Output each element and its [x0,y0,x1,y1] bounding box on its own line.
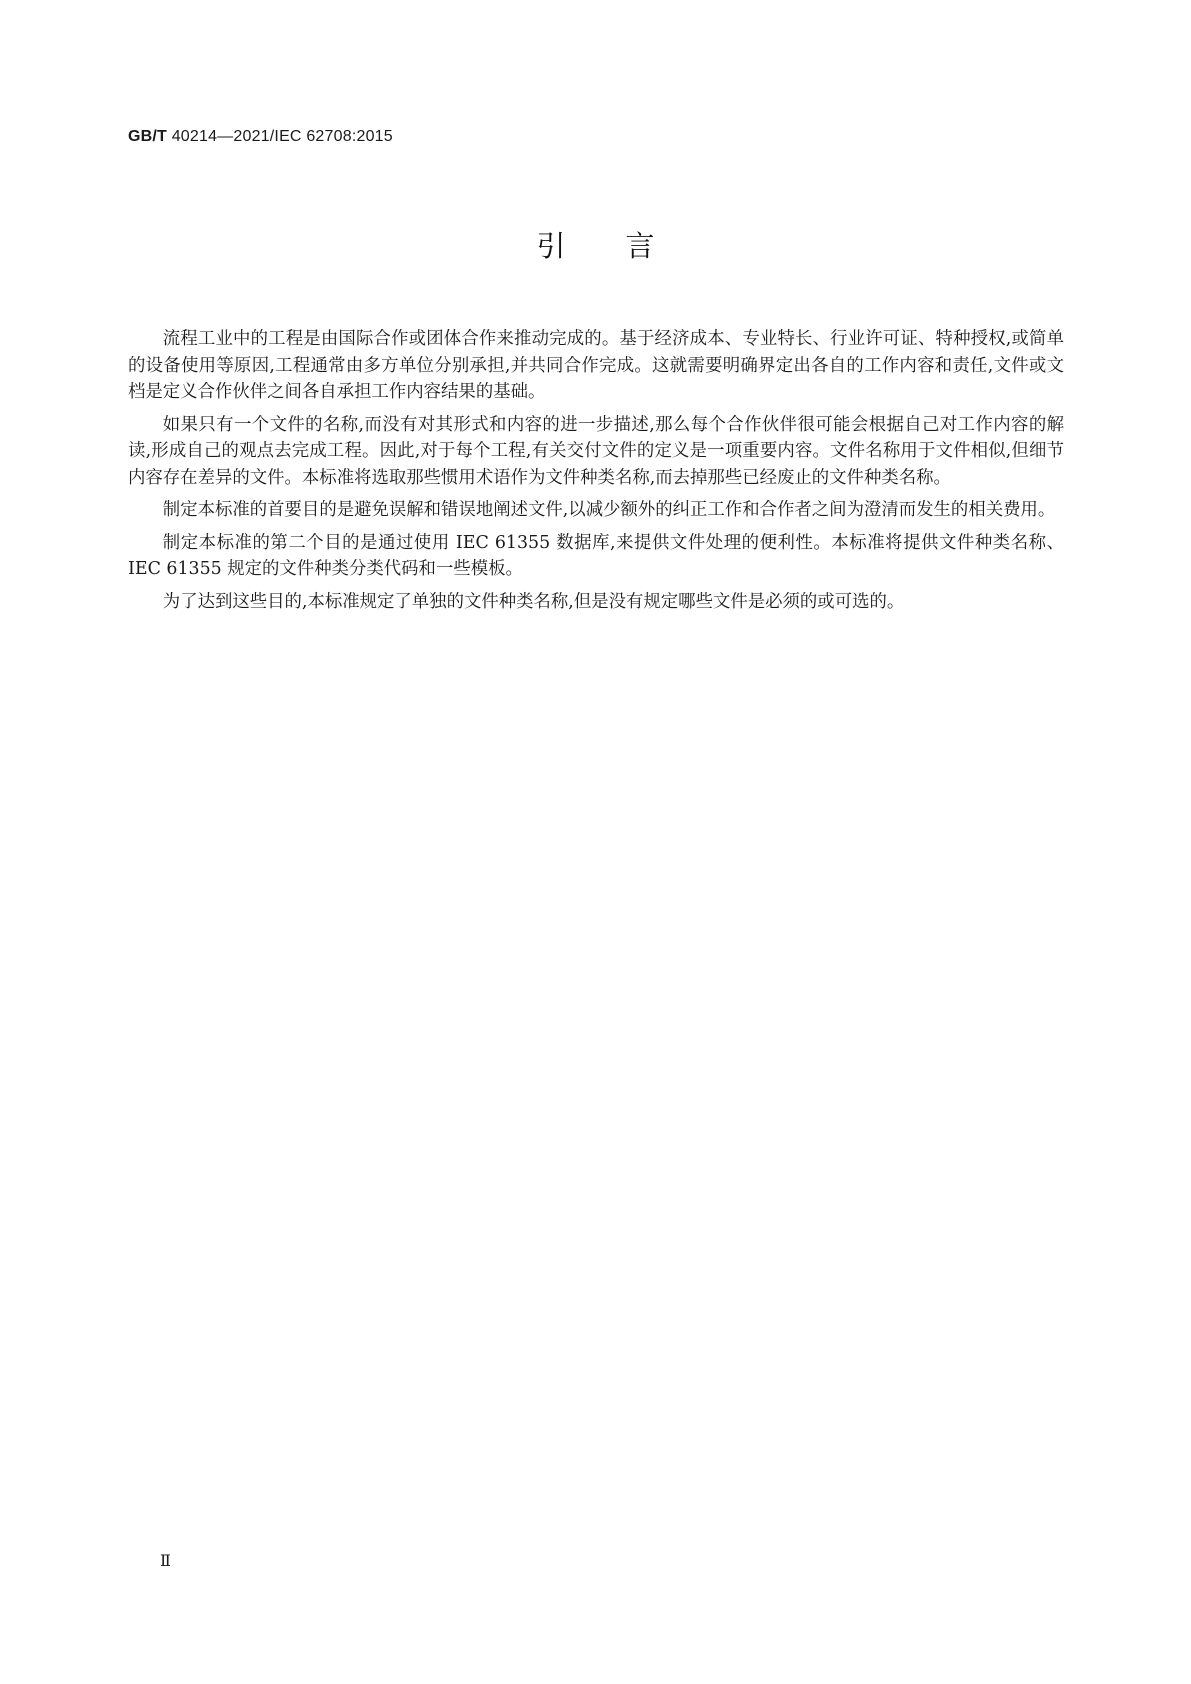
paragraph: 流程工业中的工程是由国际合作或团体合作来推动完成的。基于经济成本、专业特长、行业许可证、特种授权,或简单的设备使用等原因,工程通常由多方单位分别承担,并共同合作完成。这就需要明确界定出各自的工作内容和责任,文件或文档是定义合作伙伴之间各自承担工作内容结果的基础。 [128,329,1064,402]
paragraph: 如果只有一个文件的名称,而没有对其形式和内容的进一步描述,那么每个合作伙伴很可能会根据自己对工作内容的解读,形成自己的观点去完成工程。因此,对于每个工程,有关交付文件的定义是一项重要内容。文件名称用于文件相似,但细节内容存在差异的文件。本标准将选取那些惯用术语作为文件种类名称,而去掉那些已经废止的文件种类名称。 [128,414,1064,488]
paragraph: 为了达到这些目的,本标准规定了单独的文件种类名称,但是没有规定哪些文件是必须的或可选的。 [162,591,905,612]
paragraph: 制定本标准的第二个目的是通过使用 IEC 61355 数据库,来提供文件处理的便利性。本标准将提供文件种类名称、IEC 61355 规定的文件种类分类代码和一些模板。 [128,532,1064,579]
page-number: Ⅱ [160,1551,171,1570]
standard-code: GB/T [128,128,168,145]
standard-number: 40214—2021/IEC 62708:2015 [171,128,393,145]
paragraph: 制定本标准的首要目的是避免误解和错误地阐述文件,以减少额外的纠正工作和合作者之间为澄清而发生的相关费用。 [162,500,1056,520]
document-header [128,128,393,146]
section-title: 引言 [536,229,715,263]
introduction-body [128,326,1064,621]
